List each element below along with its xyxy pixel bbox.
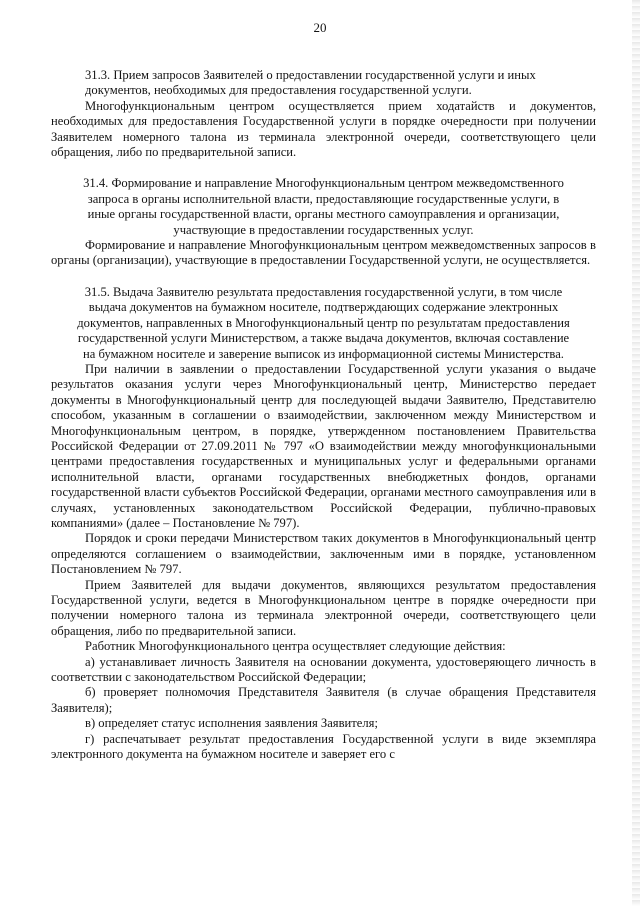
paragraph: Прием Заявителей для выдачи документов, являющихся результатом предоставления Государственной услуги, ведется в Многофункциональном центре в порядке очередности при получении номерного талона из терминала электронной очереди, соответствующего цели обращения, либо по предварительной записи.: [51, 577, 596, 638]
list-item: б) проверяет полномочия Представителя Заявителя (в случае обращения Представителя Заявителя);: [51, 685, 596, 715]
section-31-3: [51, 68, 596, 160]
section-heading: 31.3. Прием запросов Заявителей о предоставлении государственной услуги и иных документов, необходимых для предоставления государственной услуги.: [85, 68, 536, 98]
paragraph: Порядок и сроки передачи Министерством таких документов в Многофункциональный центр определяются соглашением о взаимодействии, заключенным ими в порядке, установленном Постановлением № 797.: [51, 531, 596, 577]
section-heading: 31.4. Формирование и направление Многофункциональным центром межведомственного запроса в органы исполнительной власти, предоставляющие государственные услуги, в иные органы государственной власти, органы местного самоуправления и организации, участвующие в предоставлении государственных услуг.: [83, 176, 564, 237]
section-heading: 31.5. Выдача Заявителю результата предоставления государственной услуги, в том числе выдача документов на бумажном носителе, подтверждающих содержание электронных документов, направленных в Многофункциональный центр по результатам предоставления государственной услуги Министерством, а также выдача документов, включая составление на бумажном носителе и заверение выписок из информационной системы Министерства.: [77, 284, 570, 361]
scan-edge-artifact: [632, 0, 640, 906]
paragraph: Формирование и направление Многофункциональным центром межведомственных запросов в органы (организации), участвующие в предоставлении Государственной услуги, не осуществляется.: [51, 238, 596, 268]
section-31-4: [51, 176, 596, 268]
document-body: [51, 68, 596, 762]
paragraph: Работник Многофункционального центра осуществляет следующие действия:: [85, 639, 506, 654]
list-item: г) распечатывает результат предоставления Государственной услуги в виде экземпляра электронного документа на бумажном носителе и заверяет его с: [51, 731, 596, 762]
paragraph: При наличии в заявлении о предоставлении Государственной услуги указания о выдаче результатов оказания услуги через Многофункциональный центр, Министерство передает документы в Многофункциональный центр для последующей выдачи Заявителю, Представителю способом, указанным в соглашении о взаимодействии, заключенном между Министерством и Многофункциональным центром, в порядке, утвержденном постановлением Правительства Российской Федерации от 27.09.2011 № 797 «О взаимодействии между многофункциональными центрами предоставления государственных и муниципальных услуг и федеральными органами исполнительной власти, органами государственных внебюджетных фондов, органами государственной власти субъектов Российской Федерации, органами местного самоуправления или в случаях, установленных законодательством Российской Федерации, публично-правовых компаниями» (далее – Постановление № 797).: [51, 361, 596, 530]
list-item: а) устанавливает личность Заявителя на основании документа, удостоверяющего личность в соответствии с законодательством Российской Федерации;: [51, 654, 596, 685]
page-number: 20: [313, 20, 327, 35]
list-item: в) определяет статус исполнения заявления Заявителя;: [85, 716, 378, 731]
section-spacer: [51, 269, 596, 285]
section-spacer: [51, 160, 596, 176]
paragraph: Многофункциональным центром осуществляется прием ходатайств и документов, необходимых для предоставления Государственной услуги в порядке очередности при получении Заявителем номерного талона из терминала электронной очереди, соответствующего цели обращения, либо по предварительной записи.: [51, 98, 596, 160]
section-31-5: [51, 285, 596, 763]
